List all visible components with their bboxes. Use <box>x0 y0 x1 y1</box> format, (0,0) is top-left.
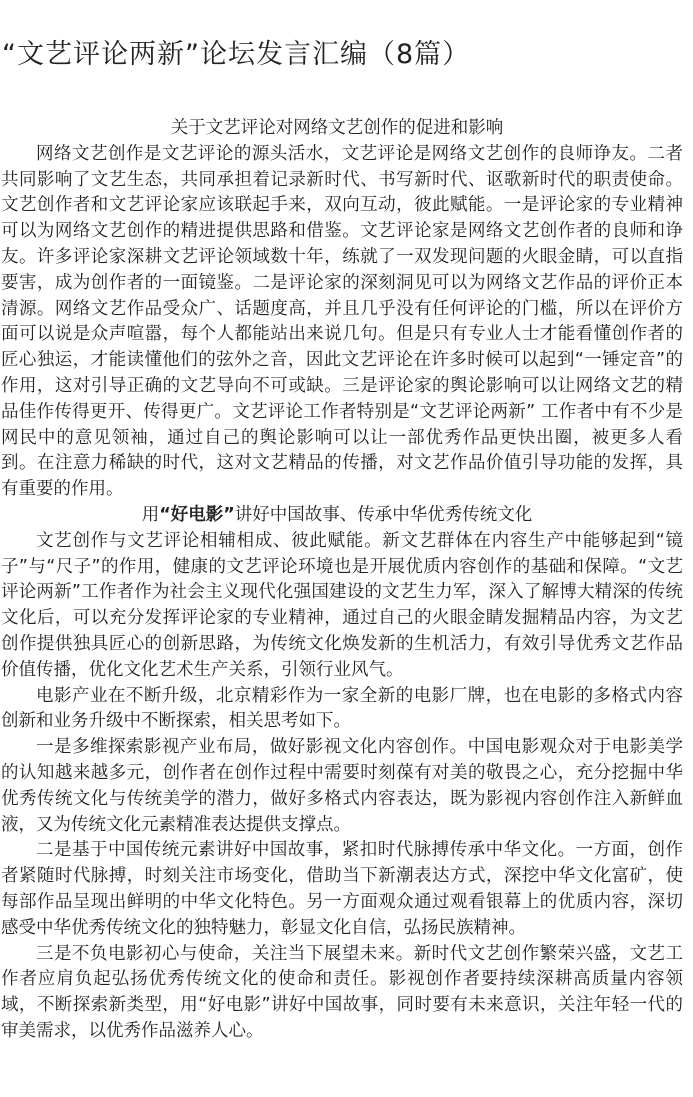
document-body <box>1 116 683 1045</box>
paragraph: 文艺创作与文艺评论相辅相成、彼此赋能。新文艺群体在内容生产中能够起到“镜子”与“尺子”的作用，健康的文艺评论环境也是开展优质内容创作的基础和保障。“文艺评论两新”工作者作为社会主义现代化强国建设的文艺生力军，深入了解博大精深的传统文化后，可以充分发挥评论家的专业精神，通过自己的火眼金睛发掘精品内容，为文艺创作提供独具匠心的创新思路，为传统文化焕发新的生机活力，有效引导优秀文艺作品价值传播，优化文化艺术生产关系，引领行业风气。 <box>1 530 683 680</box>
paragraph: 三是不负电影初心与使命，关注当下展望未来。新时代文艺创作繁荣兴盛，文艺工作者应肩负起弘扬优秀传统文化的使命和责任。影视创作者要持续深耕高质量内容领域，不断探索新类型，用“好电影”讲好中国故事，同时要有未来意识，关注年轻一代的审美需求，以优秀作品滋养人心。 <box>1 943 683 1041</box>
paragraph: 电影产业在不断升级，北京精彩作为一家全新的电影厂牌，也在电影的多格式内容创新和业务升级中不断探索，相关思考如下。 <box>1 685 683 732</box>
paragraph: 网络文艺创作是文艺评论的源头活水，文艺评论是网络文艺创作的良师诤友。二者共同影响了文艺生态，共同承担着记录新时代、书写新时代、讴歌新时代的职责使命。文艺创作者和文艺评论家应该联起手来，双向互动，彼此赋能。一是评论家的专业精神可以为网络文艺创作的精进提供思路和借鉴。文艺评论家是网络文艺创作者的良师和诤友。许多评论家深耕文艺评论领域数十年，练就了一双发现问题的火眼金睛，可以直指要害，成为创作者的一面镜鉴。二是评论家的深刻洞见可以为网络文艺作品的评价正本清源。网络文艺作品受众广、话题度高，并且几乎没有任何评论的门槛，所以在评价方面可以说是众声喧嚣，每个人都能站出来说几句。但是只有专业人士才能看懂创作者的匠心独运，才能读懂他们的弦外之音，因此文艺评论在许多时候可以起到“一锤定音”的作用，这对引导正确的文艺导向不可或缺。三是评论家的舆论影响可以让网络文艺的精品佳作传得更开、传得更广。文艺评论工作者特别是“文艺评论两新” 工作者中有不少是网民中的意见领袖，通过自己的舆论影响可以让一部优秀作品更快出圈，被更多人看到。在注意力稀缺的时代，这对文艺精品的传播，对文艺作品价值引导功能的发挥，具有重要的作用。 <box>1 143 683 500</box>
section-heading <box>1 503 683 529</box>
paragraph: 一是多维探索影视产业布局，做好影视文化内容创作。中国电影观众对于电影美学的认知越来越多元，创作者在创作过程中需要时刻葆有对美的敬畏之心，充分挖掘中华优秀传统文化与传统美学的潜力，做好多格式内容表达，既为影视内容创作注入新鲜血液，又为传统文化元素精准表达提供支撑点。 <box>1 737 683 835</box>
paragraph: 二是基于中国传统元素讲好中国故事，紧扣时代脉搏传承中华文化。一方面，创作者紧随时代脉搏，时刻关注市场变化，借助当下新潮表达方式，深挖中华文化富矿，使每部作品呈现出鲜明的中华文化特色。另一方面观众通过观看银幕上的优质内容，深切感受中华优秀传统文化的独特魅力，彰显文化自信，弘扬民族精神。 <box>1 840 683 938</box>
section-heading-prefix: 用 <box>141 504 160 525</box>
section-heading-emphasis: “好电影” <box>159 504 235 525</box>
section-heading: 关于文艺评论对网络文艺创作的促进和影响 <box>170 118 504 138</box>
section-heading-suffix: 讲好中国故事、传承中华优秀传统文化 <box>234 504 533 525</box>
document-title: “文艺评论两新”论坛发言汇编（8篇） <box>2 39 471 70</box>
